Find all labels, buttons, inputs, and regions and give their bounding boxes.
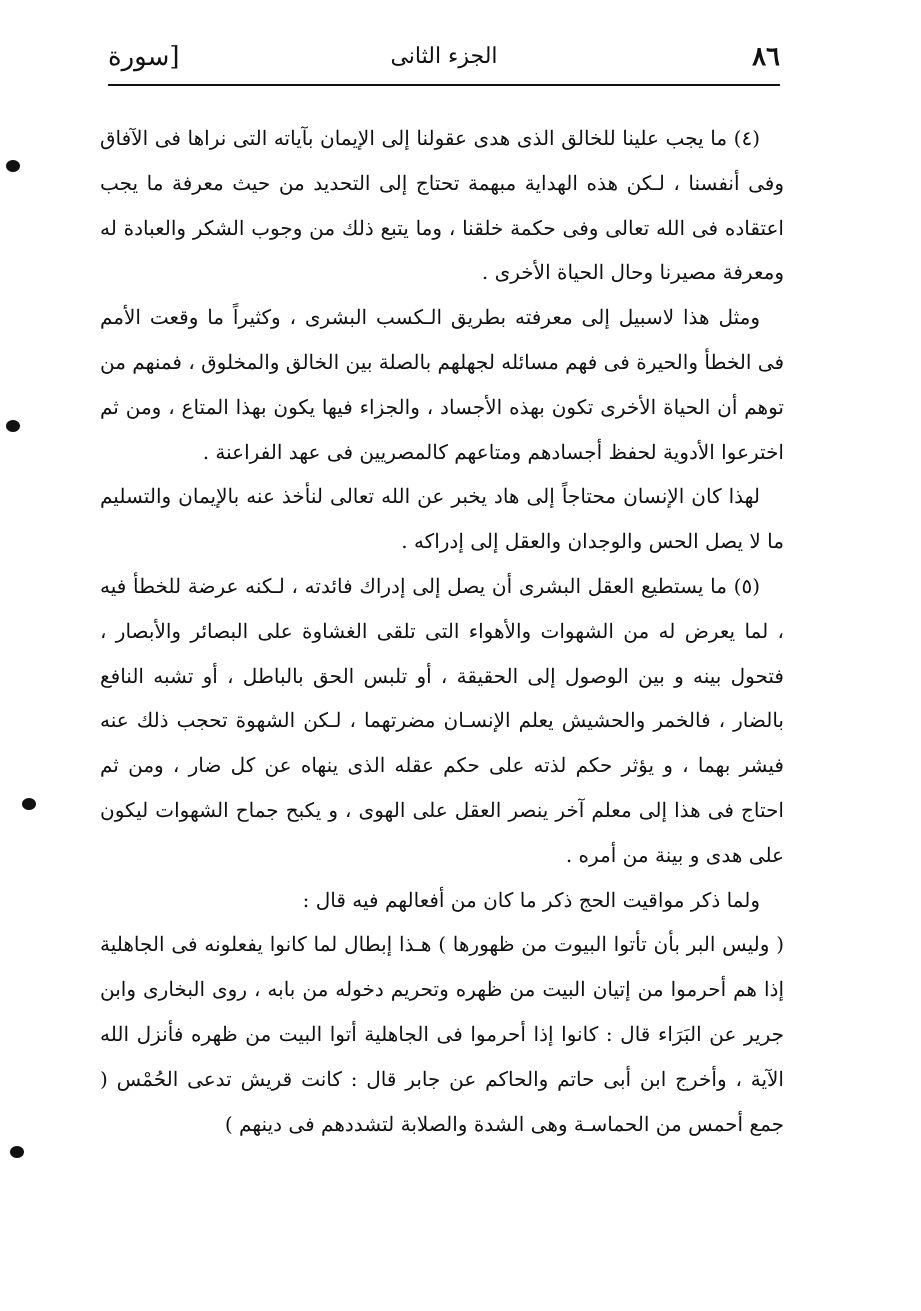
paragraph-transition: ولما ذكر مواقيت الحج ذكر ما كان من أفعالهم فيه قال : xyxy=(302,887,760,912)
paragraph-point-5: (٥) ما يستطيع العقل البشرى أن يصل إلى إدراك فائدته ، لـكنه عرضة للخطأ فيه ، لما يعرض له من الشهوات والأهواء التى تلقى الغشاوة على البصائر والأبصار ، فتحول بينه و بين الوصول إلى الحقيقة ، أو تلبس الحق بالباطل ، أو تشبه النافع بالضار ، فالخمر والحشيش يعلم الإنسـان مضرتهما ، لـكن الشهوة تحجب ذلك عنه فيشر بهما ، و يؤثر حكم لذته على حكم عقله الذى ينهاه عن كل ضار ، ومن ثم احتاج فى هذا إلى معلم آخر ينصر العقل على الهوى ، و يكبح جماح الشهوات ليكون على هدى و بينة من أمره . xyxy=(100,573,784,867)
scan-speck-mark xyxy=(22,798,36,810)
paragraph-verse-commentary: ( وليس البر بأن تأتوا البيوت من ظهورها ) هـذا إبطال لما كانوا يفعلونه فى الجاهلية إذا هم أحرموا من إتيان البيت من ظهره وتحريم دخوله من بابه ، روى البخارى وابن جرير عن البَرَاء قال : كانوا إذا أحرموا فى الجاهلية أتوا البيت من ظهره فأنزل الله الآية ، وأخرج ابن أبى حاتم والحاكم عن جابر قال : كانت قريش تدعى الحُمْس ( جمع أحمس من الحماسـة وهى الشدة والصلابة لتشددهم فى دينهم ) xyxy=(100,932,784,1136)
scan-speck-mark xyxy=(6,420,20,432)
paragraph-need-for-guide: لهذا كان الإنسان محتاجاً إلى هاد يخبر عن الله تعالى لنأخذ عنه بالإيمان والتسليم ما لا يصل الحس والوجدان والعقل إلى إدراكه . xyxy=(100,484,784,554)
running-title: الجزء الثانى xyxy=(390,44,498,69)
section-label: [سورة xyxy=(108,42,180,72)
page-header xyxy=(108,36,780,82)
page-number: ٨٦ xyxy=(752,42,780,72)
page-body xyxy=(100,116,784,1146)
scan-speck-mark xyxy=(6,160,20,172)
paragraph-point-4: (٤) ما يجب علينا للخالق الذى هدى عقولنا إلى الإيمان بآياته التى نراها فى الآفاق وفى أنفسنا ، لـكن هذه الهداية مبهمة تحتاج إلى التحديد من حيث معرفة ما يجب اعتقاده فى الله تعالى وفى حكمة خلقنا ، وما يتبع ذلك من وجوب الشكر والعبادة له ومعرفة مصيرنا وحال الحياة الأخرى . xyxy=(100,126,784,285)
scan-speck-mark xyxy=(10,1146,24,1158)
header-divider xyxy=(108,84,780,86)
paragraph-examples: ومثل هذا لاسبيل إلى معرفته بطريق الـكسب البشرى ، وكثيراً ما وقعت الأمم فى الخطأ والحيرة فى فهم مسائله لجهلهم بالصلة بين الخالق والمخلوق ، فمنهم من توهم أن الحياة الأخرى تكون بهذه الأجساد ، والجزاء فيها يكون بهذا المتاع ، ومن ثم اخترعوا الأدوية لحفظ أجسادهم ومتاعهم كالمصريين فى عهد الفراعنة . xyxy=(100,305,784,464)
